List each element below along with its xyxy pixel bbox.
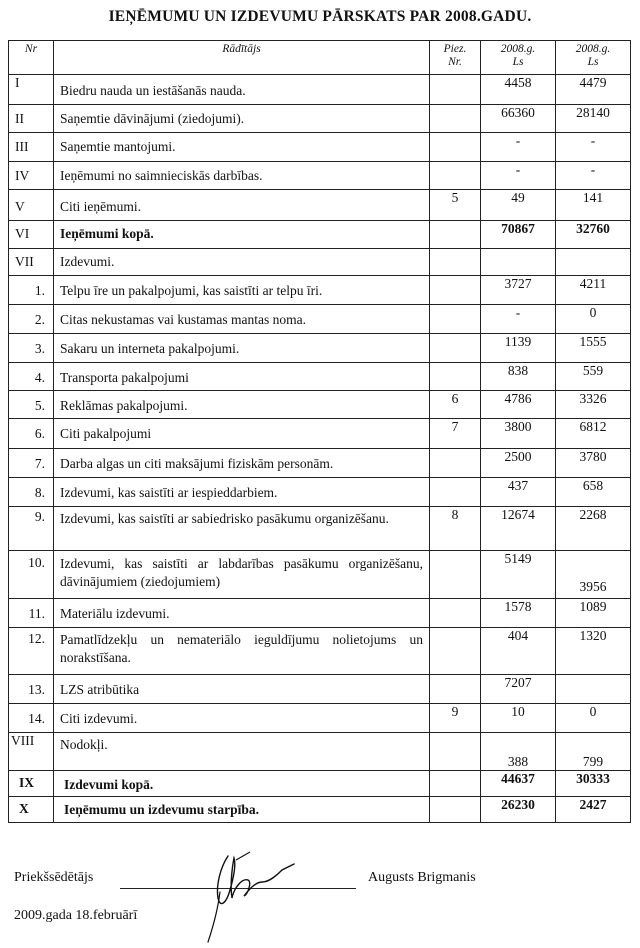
- row-value-1: 3727: [481, 276, 556, 305]
- row-value-2: 6812: [556, 419, 631, 449]
- row-value-1: 66360: [481, 105, 556, 133]
- table-row: [9, 75, 631, 105]
- row-value-2: -: [556, 162, 631, 190]
- row-value-2: 2268: [556, 507, 631, 551]
- row-value-2: 559: [556, 363, 631, 391]
- row-value-1: -: [481, 162, 556, 190]
- table-row: [9, 162, 631, 190]
- row-label: Darba algas un citi maksājumi fiziskām personām.: [54, 449, 430, 478]
- row-value-1: 3800: [481, 419, 556, 449]
- table-row: [9, 449, 631, 478]
- row-note: [430, 305, 481, 334]
- header-indicator: Rādītājs: [54, 41, 430, 75]
- table-row: [9, 551, 631, 599]
- header-note: [430, 41, 481, 75]
- row-nr: 14.: [9, 704, 54, 733]
- row-label: Saņemtie mantojumi.: [54, 133, 430, 162]
- row-nr: V: [9, 190, 54, 221]
- row-value-2: 3956: [556, 551, 631, 599]
- row-value-2: 30333: [556, 771, 631, 797]
- row-note: [430, 221, 481, 249]
- table-row: [9, 334, 631, 363]
- table-row: [9, 190, 631, 221]
- row-label: Izdevumi.: [54, 249, 430, 276]
- row-note: [430, 75, 481, 105]
- table-header-row: [9, 41, 631, 75]
- row-label: Izdevumi, kas saistīti ar labdarības pasākumu organizēšanu, dāvinājumiem (ziedojumiem): [54, 551, 430, 599]
- table-row: [9, 507, 631, 551]
- row-value-2: 658: [556, 478, 631, 507]
- row-value-1: [481, 249, 556, 276]
- header-year-1-line1: 2008.g.: [500, 43, 536, 55]
- row-value-1: 10: [481, 704, 556, 733]
- row-nr: III: [9, 133, 54, 162]
- table-row: [9, 628, 631, 675]
- row-value-1: 388: [481, 733, 556, 771]
- row-value-1: 838: [481, 363, 556, 391]
- row-value-1: 2500: [481, 449, 556, 478]
- row-label: Izdevumi kopā.: [54, 771, 430, 797]
- row-note: [430, 628, 481, 675]
- row-value-2: 3326: [556, 391, 631, 419]
- row-label: Sakaru un interneta pakalpojumi.: [54, 334, 430, 363]
- row-nr: IV: [9, 162, 54, 190]
- row-value-1: 7207: [481, 675, 556, 704]
- row-value-1: 49: [481, 190, 556, 221]
- row-value-2: 32760: [556, 221, 631, 249]
- signing-date: 2009.gada 18.februārī: [14, 908, 138, 923]
- row-note: [430, 105, 481, 133]
- row-nr: 3.: [9, 334, 54, 363]
- row-label: Citi izdevumi.: [54, 704, 430, 733]
- row-value-2: 3780: [556, 449, 631, 478]
- row-value-2: 28140: [556, 105, 631, 133]
- table-row: [9, 599, 631, 628]
- row-label: Transporta pakalpojumi: [54, 363, 430, 391]
- row-value-2: 799: [556, 733, 631, 771]
- row-label: Ieņēmumu un izdevumu starpība.: [54, 797, 430, 823]
- table-row: [9, 419, 631, 449]
- row-value-1: 1578: [481, 599, 556, 628]
- row-note: [430, 771, 481, 797]
- row-nr: 2.: [9, 305, 54, 334]
- header-year-2-line2: Ls: [587, 56, 599, 68]
- row-nr: II: [9, 105, 54, 133]
- row-nr: I: [9, 75, 54, 105]
- table-row: [9, 675, 631, 704]
- row-label: Ieņēmumi no saimnieciskās darbības.: [54, 162, 430, 190]
- row-label: Izdevumi, kas saistīti ar iespieddarbiem.: [54, 478, 430, 507]
- row-value-2: [556, 249, 631, 276]
- row-note: [430, 675, 481, 704]
- row-value-2: -: [556, 133, 631, 162]
- row-note: [430, 363, 481, 391]
- row-nr: 1.: [9, 276, 54, 305]
- table-row: [9, 363, 631, 391]
- row-label: Pamatlīdzekļu un nemateriālo ieguldījumu nolietojums un norakstīšana.: [54, 628, 430, 675]
- row-note: [430, 449, 481, 478]
- row-label: Materiālu izdevumi.: [54, 599, 430, 628]
- row-note: [430, 162, 481, 190]
- row-note: 8: [430, 507, 481, 551]
- table-row: [9, 733, 631, 771]
- report-title: IEŅĒMUMU UN IZDEVUMU PĀRSKATS PAR 2008.GADU.: [108, 8, 532, 25]
- table-row: [9, 249, 631, 276]
- row-nr: 9.: [9, 507, 54, 551]
- row-note: [430, 133, 481, 162]
- row-value-1: 70867: [481, 221, 556, 249]
- signature-icon: [190, 838, 310, 948]
- chair-label: Priekšsēdētājs: [14, 870, 94, 885]
- row-nr: 8.: [9, 478, 54, 507]
- row-nr: 13.: [9, 675, 54, 704]
- header-year-1: [481, 41, 556, 75]
- row-value-2: 0: [556, 704, 631, 733]
- row-nr: 7.: [9, 449, 54, 478]
- chair-name: Augusts Brigmanis: [368, 870, 476, 885]
- row-nr: 11.: [9, 599, 54, 628]
- row-value-2: 4479: [556, 75, 631, 105]
- row-value-1: 4786: [481, 391, 556, 419]
- row-nr: 10.: [9, 551, 54, 599]
- row-nr: VIII: [9, 733, 54, 771]
- row-note: [430, 551, 481, 599]
- row-value-2: 4211: [556, 276, 631, 305]
- row-value-1: 404: [481, 628, 556, 675]
- table-row-total-expenses: [9, 771, 631, 797]
- row-note: 7: [430, 419, 481, 449]
- row-note: 6: [430, 391, 481, 419]
- row-label: Reklāmas pakalpojumi.: [54, 391, 430, 419]
- header-note-line2: Nr.: [448, 56, 462, 68]
- table-row: [9, 704, 631, 733]
- row-nr: 6.: [9, 419, 54, 449]
- row-label: Telpu īre un pakalpojumi, kas saistīti ar telpu īri.: [54, 276, 430, 305]
- row-value-1: 44637: [481, 771, 556, 797]
- row-label: Ieņēmumi kopā.: [54, 221, 430, 249]
- table-row: [9, 133, 631, 162]
- table-row: [9, 305, 631, 334]
- income-expense-table: [8, 40, 631, 823]
- table-row-balance: [9, 797, 631, 823]
- row-value-1: -: [481, 133, 556, 162]
- row-note: 5: [430, 190, 481, 221]
- row-value-2: 1320: [556, 628, 631, 675]
- row-nr: 4.: [9, 363, 54, 391]
- row-note: [430, 797, 481, 823]
- row-value-1: 12674: [481, 507, 556, 551]
- row-note: [430, 334, 481, 363]
- table-row: [9, 391, 631, 419]
- table-row: [9, 478, 631, 507]
- row-value-1: 5149: [481, 551, 556, 599]
- header-note-line1: Piez.: [443, 43, 467, 55]
- row-value-1: -: [481, 305, 556, 334]
- row-note: [430, 276, 481, 305]
- row-label: Nodokļi.: [54, 733, 430, 771]
- row-nr: X: [9, 797, 54, 823]
- row-value-2: 1555: [556, 334, 631, 363]
- row-label: Izdevumi, kas saistīti ar sabiedrisko pasākumu organizēšanu.: [54, 507, 430, 551]
- header-nr: Nr: [9, 41, 54, 75]
- row-label: Saņemtie dāvinājumi (ziedojumi).: [54, 105, 430, 133]
- row-value-1: 437: [481, 478, 556, 507]
- row-value-1: 1139: [481, 334, 556, 363]
- row-value-2: [556, 675, 631, 704]
- header-year-2: [556, 41, 631, 75]
- row-nr: IX: [9, 771, 54, 797]
- row-note: 9: [430, 704, 481, 733]
- row-value-2: 0: [556, 305, 631, 334]
- row-nr: 12.: [9, 628, 54, 675]
- row-note: [430, 249, 481, 276]
- row-value-1: 26230: [481, 797, 556, 823]
- row-label: LZS atribūtika: [54, 675, 430, 704]
- header-year-2-line1: 2008.g.: [575, 43, 611, 55]
- row-value-2: 141: [556, 190, 631, 221]
- row-value-2: 2427: [556, 797, 631, 823]
- table-row: [9, 276, 631, 305]
- row-note: [430, 733, 481, 771]
- row-note: [430, 599, 481, 628]
- row-label: Citi pakalpojumi: [54, 419, 430, 449]
- row-label: Citas nekustamas vai kustamas mantas noma.: [54, 305, 430, 334]
- table-row-total-income: [9, 221, 631, 249]
- row-nr: 5.: [9, 391, 54, 419]
- row-nr: VII: [9, 249, 54, 276]
- row-label: Biedru nauda un iestāšanās nauda.: [54, 75, 430, 105]
- row-label: Citi ieņēmumi.: [54, 190, 430, 221]
- row-value-1: 4458: [481, 75, 556, 105]
- row-note: [430, 478, 481, 507]
- row-nr: VI: [9, 221, 54, 249]
- row-value-2: 1089: [556, 599, 631, 628]
- table-row: [9, 105, 631, 133]
- header-year-1-line2: Ls: [512, 56, 524, 68]
